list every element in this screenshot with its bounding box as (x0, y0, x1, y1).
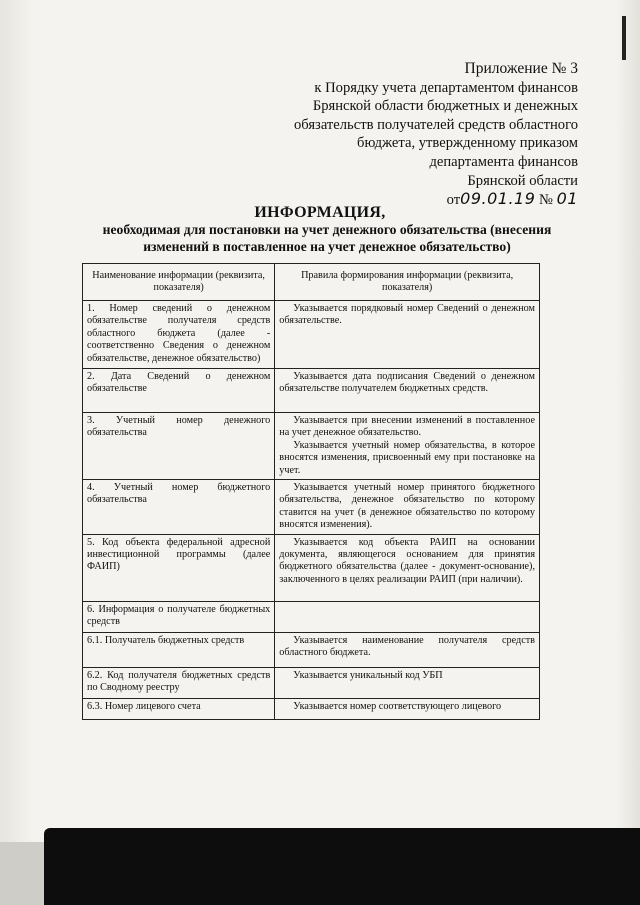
number-prefix: № (539, 192, 553, 209)
table-row (83, 480, 540, 535)
column-header-rules: Правила формирования информации (реквизита, показателя) (275, 264, 540, 301)
table-row (83, 601, 540, 632)
row-name: 1. Номер сведений о денежном обязательстве получателя средств областного бюджета (далее - соответственно Сведения о денежном обязательстве, денежное обязательство) (83, 301, 275, 369)
appendix-line: к Порядку учета департаментом финансов (314, 79, 578, 96)
row-name: 3. Учетный номер денежного обязательства (83, 413, 275, 480)
table-header-row (83, 264, 540, 301)
column-header-name: Наименование информации (реквизита, показателя) (83, 264, 275, 301)
appendix-number: Приложение № 3 (464, 60, 578, 77)
appendix-header (248, 60, 578, 210)
row-rule: Указывается дата подписания Сведений о денежном обязательстве получателем бюджетных средств. (275, 369, 540, 413)
row-rule-paragraph: Указывается учетный номер обязательства, в которое вносятся изменения, присвоенный ему при постановке на учет. (279, 439, 535, 476)
table-row (83, 369, 540, 413)
document-subtitle: необходимая для постановки на учет денежного обязательства (внесения изменений в поставленное на учет денежное обязательство) (102, 222, 552, 254)
handwritten-date: 09.01.19 (460, 189, 536, 209)
appendix-line: обязательств получателей средств областного (293, 116, 578, 133)
table-row (83, 698, 540, 719)
row-name: 6.2. Код получателя бюджетных средств по Сводному реестру (83, 667, 275, 698)
row-rule: Указывается уникальный код УБП (275, 667, 540, 698)
table-row (83, 632, 540, 667)
row-name: 6. Информация о получателе бюджетных средств (83, 601, 275, 632)
scan-edge-right (616, 0, 640, 905)
row-name: 5. Код объекта федеральной адресной инвестиционной программы (далее ФАИП) (83, 534, 275, 601)
row-name: 6.1. Получатель бюджетных средств (83, 632, 275, 667)
table-row (83, 413, 540, 480)
appendix-line: бюджета, утвержденному приказом (357, 135, 578, 152)
scan-mark (622, 16, 626, 60)
appendix-line: департамента финансов (429, 153, 578, 170)
handwritten-number: 01 (556, 189, 578, 209)
row-rule: Указывается номер соответствующего лицевого (275, 698, 540, 719)
table-row (83, 667, 540, 698)
information-table (82, 263, 540, 720)
row-rule: Указывается код объекта РАИП на основании документа, являющегося основанием для принятия бюджетного обязательства (далее - документ-основание), заключенного в целях реализации РАИП (при наличии). (275, 534, 540, 601)
scan-shadow-band (44, 828, 640, 905)
document-title: ИНФОРМАЦИЯ, (254, 204, 386, 221)
row-rule: Указывается порядковый номер Сведений о денежном обязательстве. (275, 301, 540, 369)
table-row (83, 534, 540, 601)
table-row (83, 301, 540, 369)
row-rule-paragraph: Указывается при внесении изменений в поставленное на учет денежное обязательство. (279, 415, 535, 439)
row-rule (275, 601, 540, 632)
row-name: 4. Учетный номер бюджетного обязательства (83, 480, 275, 535)
appendix-line: Брянской области (467, 172, 578, 189)
row-rule (275, 413, 540, 480)
row-name: 6.3. Номер лицевого счета (83, 698, 275, 719)
scan-edge-left (0, 0, 34, 905)
row-name: 2. Дата Сведений о денежном обязательстве (83, 369, 275, 413)
date-prefix: от (446, 192, 461, 209)
appendix-line: Брянской области бюджетных и денежных (312, 98, 578, 115)
row-rule: Указывается учетный номер принятого бюджетного обязательства, денежное обязательство по которому ставится на учет (в денежное обязательство по которому вносятся изменения). (275, 480, 540, 535)
row-rule: Указывается наименование получателя средств областного бюджета. (275, 632, 540, 667)
